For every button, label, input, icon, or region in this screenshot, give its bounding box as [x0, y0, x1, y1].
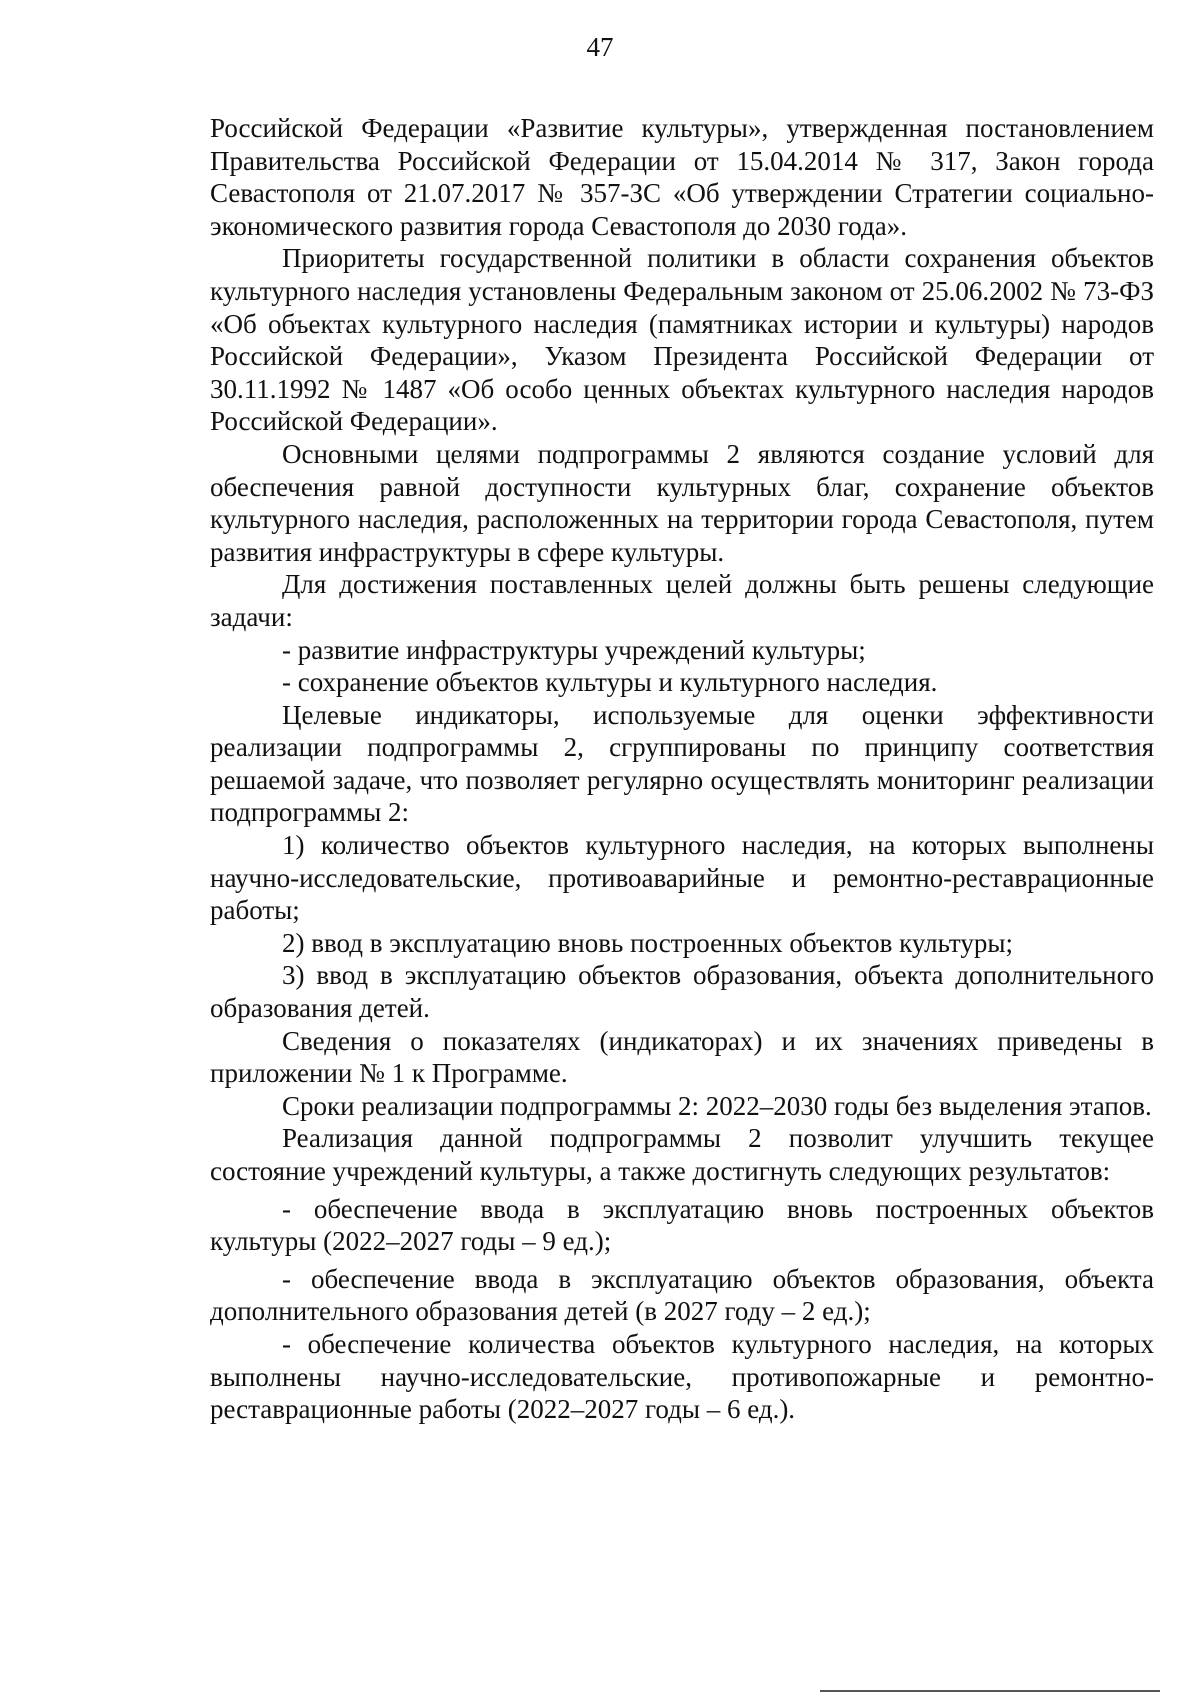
paragraph-tasks-intro: Для достижения поставленных целей должны быть решены следующие задачи: [210, 569, 1154, 632]
list-item-task-2: - сохранение объектов культуры и культурного наследия. [282, 667, 938, 698]
paragraph-goals: Основными целями подпрограммы 2 являются создание условий для обеспечения равной доступности культурных благ, сохранение объектов культурного наследия, расположенных на территории города Севастополя, путем развития инфраструктуры в сфере культуры. [210, 438, 1154, 567]
list-item-result-1: - обеспечение ввода в эксплуатацию вновь построенных объектов культуры (2022–2027 годы – 9 ед.); [210, 1193, 1154, 1257]
list-item-task-1: - развитие инфраструктуры учреждений культуры; [282, 634, 866, 665]
document-body [210, 112, 1154, 1426]
list-item-indicator-2: 2) ввод в эксплуатацию вновь построенных объектов культуры; [282, 927, 1014, 958]
footer-divider [820, 1690, 1160, 1692]
paragraph-results-intro: Реализация данной подпрограммы 2 позволит улучшить текущее состояние учреждений культуры, а также достигнуть следующих результатов: [210, 1123, 1154, 1186]
list-item-result-3: - обеспечение количества объектов культурного наследия, на которых выполнены научно-исследовательские, противопожарные и ремонтно-реставрационные работы (2022–2027 годы – 6 ед.). [210, 1328, 1154, 1425]
paragraph-indicators-intro: Целевые индикаторы, используемые для оценки эффективности реализации подпрограммы 2, сгруппированы по принципу соответствия решаемой задаче, что позволяет регулярно осуществлять мониторинг реализации подпрограммы 2: [210, 699, 1154, 828]
page-number: 47 [586, 32, 614, 62]
paragraph-indicators-appendix: Сведения о показателях (индикаторах) и их значениях приведены в приложении № 1 к Программе. [210, 1025, 1154, 1089]
paragraph-timeline: Сроки реализации подпрограммы 2: 2022–2030 годы без выделения этапов. [282, 1090, 1152, 1121]
paragraph-continuation: Российской Федерации «Развитие культуры», утвержденная постановлением Правительства Российской Федерации от 15.04.2014 № 317, Закон города Севастополя от 21.07.2017 № 357-ЗС «Об утверждении Стратегии социально-экономического развития города Севастополя до 2030 года». [210, 113, 1154, 241]
paragraph-priorities: Приоритеты государственной политики в области сохранения объектов культурного наследия установлены Федеральным законом от 25.06.2002 № 73-ФЗ «Об объектах культурного наследия (памятниках истории и культуры) народов Российской Федерации», Указом Президента Российской Федерации от 30.11.1992 № 1487 «Об особо ценных объектах культурного наследия народов Российской Федерации». [210, 243, 1154, 437]
list-item-result-2: - обеспечение ввода в эксплуатацию объектов образования, объекта дополнительного образования детей (в 2027 году – 2 ед.); [210, 1263, 1154, 1327]
list-item-indicator-3: 3) ввод в эксплуатацию объектов образования, объекта дополнительного образования детей. [210, 960, 1154, 1024]
list-item-indicator-1: 1) количество объектов культурного наследия, на которых выполнены научно-исследовательские, противоаварийные и ремонтно-реставрационные работы; [210, 830, 1154, 926]
